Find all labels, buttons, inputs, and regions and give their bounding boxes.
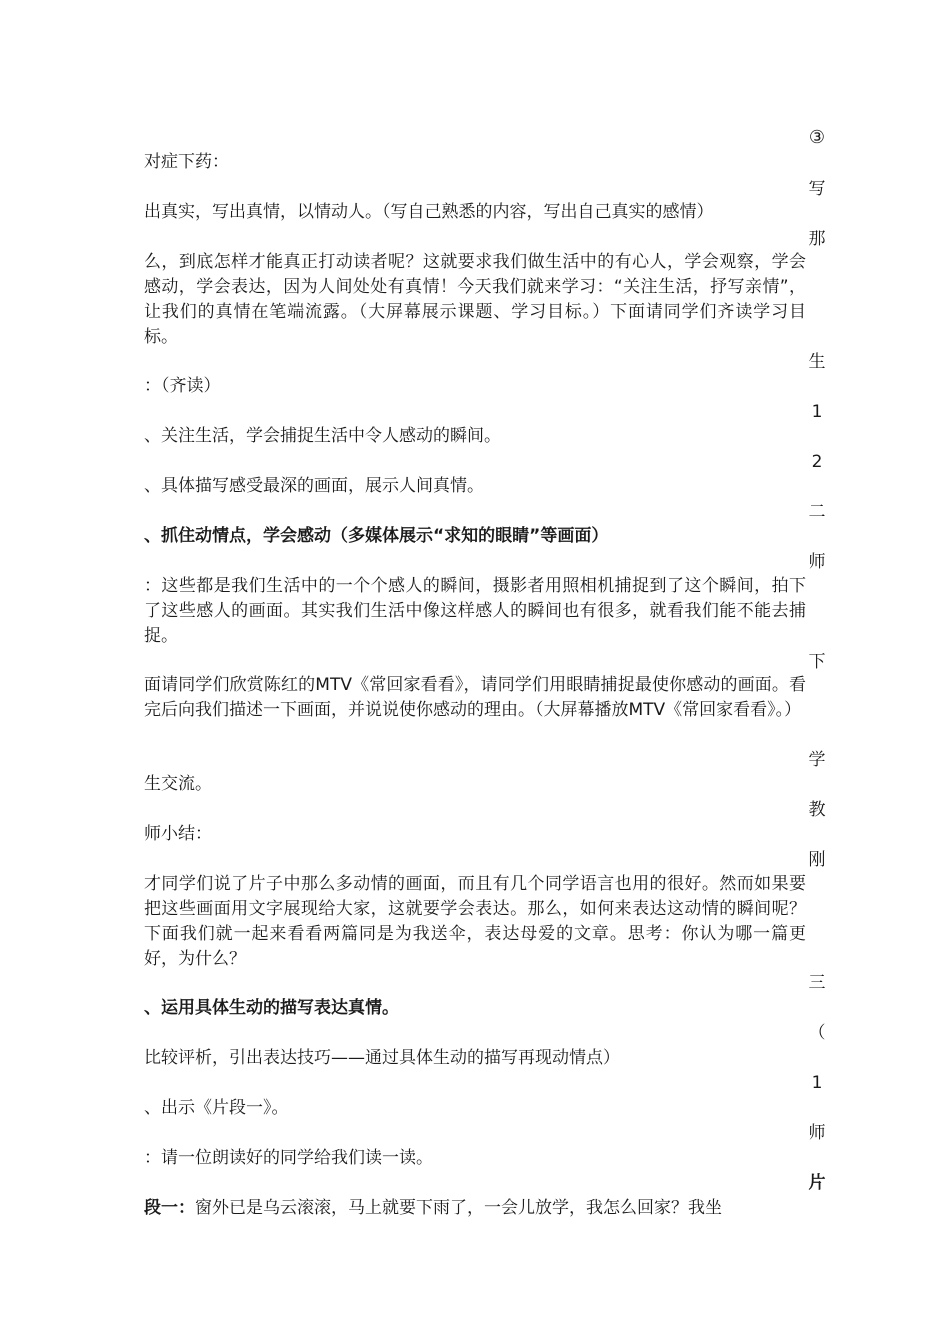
paragraph: ：这些都是我们生活中的一个个感人的瞬间，摄影者用照相机捕捉到了这个瞬间，拍下了这些感人的画面。其实我们生活中像这样感人的瞬间也有很多，就看我们能不能去捕捉。 <box>144 576 806 646</box>
paragraph: 、关注生活，学会捕捉生活中令人感动的瞬间。 <box>144 426 501 446</box>
paragraph: 、具体描写感受最深的画面，展示人间真情。 <box>144 476 484 496</box>
margin-char: 下 <box>808 652 826 672</box>
margin-char: 写 <box>808 179 826 199</box>
section-heading: 、抓住动情点，学会感动（多媒体展示“求知的眼睛”等画面） <box>144 526 609 546</box>
margin-char: 生 <box>808 352 826 372</box>
paragraph: 、出示《片段一》。 <box>144 1098 289 1118</box>
excerpt-text: 窗外已是乌云滚滚，马上就要下雨了，一会儿放学，我怎么回家？我坐 <box>195 1198 722 1218</box>
paragraph: 对症下药： <box>144 152 229 172</box>
paragraph: ：（齐读） <box>144 376 221 396</box>
margin-char: 片 <box>808 1173 826 1193</box>
paragraph: 面请同学们欣赏陈红的MTV《常回家看看》，请同学们用眼睛捕捉最使你感动的画面。看完后向我们描述一下画面，并说说使你感动的理由。（大屏幕播放MTV《常回家看看》。） <box>144 675 806 720</box>
margin-number: 1 <box>811 402 823 422</box>
paragraph: 出真实，写出真情，以情动人。（写自己熟悉的内容，写出自己真实的感情） <box>144 202 714 222</box>
margin-char: 学 <box>808 750 826 770</box>
margin-number: 2 <box>811 452 823 472</box>
section-heading: 、运用具体生动的描写表达真情。 <box>144 998 399 1018</box>
margin-char: 教 <box>808 800 826 820</box>
margin-char: 师 <box>808 1123 826 1143</box>
paragraph: 生交流。 <box>144 774 212 794</box>
paragraph: 师小结： <box>144 824 212 844</box>
paragraph: 么，到底怎样才能真正打动读者呢？这就要求我们做生活中的有心人，学会观察，学会感动，学会表达，因为人间处处有真情！今天我们就来学习：“关注生活，抒写亲情”，让我们的真情在笔端流露。（大屏幕展示课题、学习目标。）下面请同学们齐读学习目标。 <box>144 252 806 347</box>
margin-circled-three: ③ <box>808 127 826 148</box>
margin-char: （ <box>808 1023 826 1043</box>
margin-char: 师 <box>808 552 826 572</box>
margin-char: 二 <box>808 502 826 522</box>
paragraph: ：请一位朗读好的同学给我们读一读。 <box>144 1148 433 1168</box>
paragraph <box>144 1196 806 1221</box>
paragraph: 才同学们说了片子中那么多动情的画面，而且有几个同学语言也用的很好。然而如果要把这些画面用文字展现给大家，这就要学会表达。那么，如何来表达这动情的瞬间呢？下面我们就一起来看看两篇同是为我送伞，表达母爱的文章。思考：你认为哪一篇更好，为什么？ <box>144 874 806 969</box>
margin-char: 那 <box>808 229 826 249</box>
margin-char: 三 <box>808 973 826 993</box>
paragraph: 比较评析，引出表达技巧——通过具体生动的描写再现动情点） <box>144 1048 620 1068</box>
excerpt-label: 段一： <box>144 1198 195 1218</box>
margin-number: 1 <box>811 1073 823 1093</box>
margin-char: 刚 <box>808 850 826 870</box>
